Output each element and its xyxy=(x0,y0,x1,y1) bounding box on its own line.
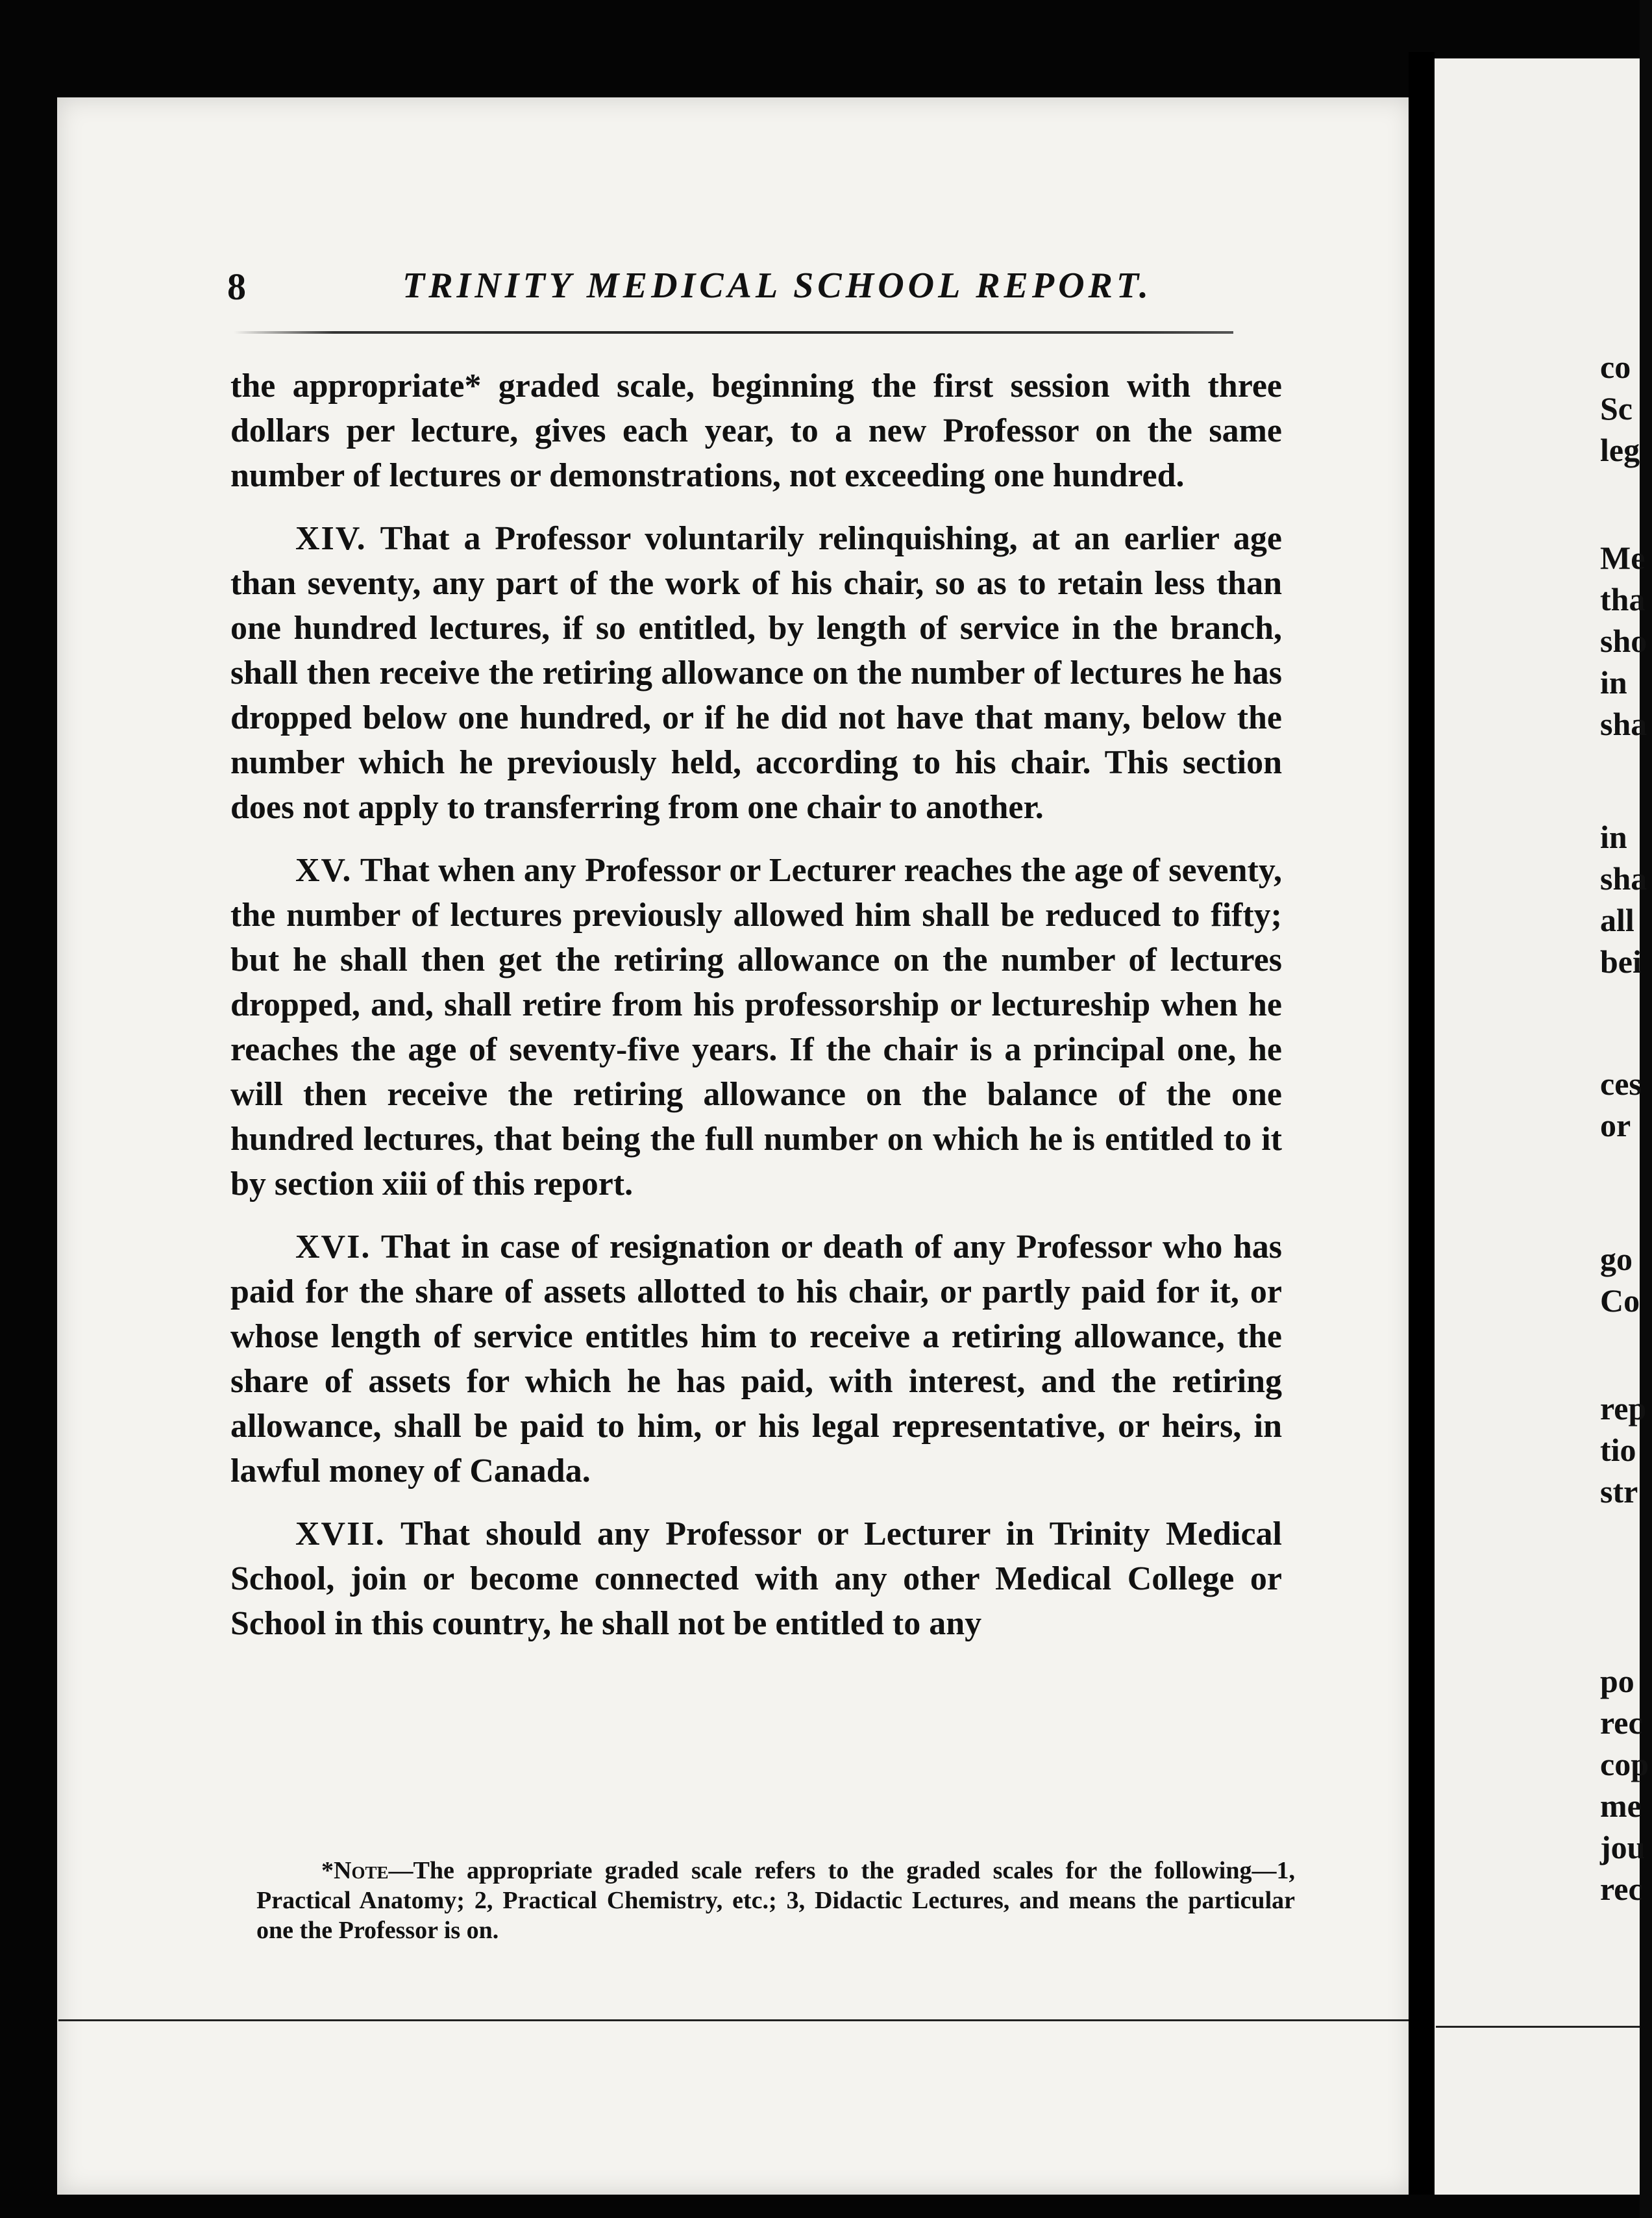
right-fragment: me xyxy=(1600,1788,1642,1824)
right-fragment: rec xyxy=(1600,1704,1643,1741)
right-fragment: rec xyxy=(1600,1871,1643,1907)
section-xvi xyxy=(230,1225,1282,1493)
right-fragment: bei xyxy=(1600,943,1642,980)
section-numeral: XVII. xyxy=(295,1515,386,1552)
paragraph-text: That a Professor voluntarily relinquishing, at an earlier age than seventy, any part of the work of his chair, so as to retain less than one hundred lectures, if so entitled, by length of service in the branch, shall then receive the retiring allowance on the number of lectures he has dropped below one hundred, or if he did not have that many, below the number which he previously held, according to his chair. This section does not apply to transferring from one chair to another. xyxy=(230,520,1282,826)
right-fragment: Me xyxy=(1600,540,1646,576)
footnote-label: *Note xyxy=(321,1857,389,1884)
right-fragment: tio xyxy=(1600,1432,1636,1468)
footnote-text: —The appropriate graded scale refers to the graded scales for the following—1, Practical Anatomy; 2, Practical Chemistry, etc.; 3, Didactic Lectures, and means the particular one the Professor is on. xyxy=(256,1857,1295,1944)
bottom-rule-right xyxy=(1436,2026,1640,2028)
body-text xyxy=(230,364,1282,1664)
section-xvii xyxy=(230,1512,1282,1646)
right-fragment: go xyxy=(1600,1241,1633,1277)
right-fragment: leg xyxy=(1600,432,1640,468)
section-numeral: XIV. xyxy=(295,520,367,557)
section-xiv xyxy=(230,516,1282,830)
right-fragment: rep xyxy=(1600,1390,1647,1427)
right-fragment: Sc xyxy=(1600,390,1633,427)
paragraph-continued xyxy=(230,364,1282,498)
right-fragment: str xyxy=(1600,1473,1638,1510)
page-header xyxy=(227,265,1266,323)
paragraph-text: That when any Professor or Lecturer reaches the age of seventy, the number of lectures previously allowed him shall be reduced to fifty; but he shall then get the retiring allowance on the number of lectures dropped, and, shall retire from his professorship or lectureship when he reaches the age of seventy-five years. If the chair is a principal one, he will then receive the retiring allowance on the balance of the one hundred lectures, that being the full number on which he is entitled to it by section xiii of this report. xyxy=(230,852,1283,1202)
right-fragment: ces xyxy=(1600,1065,1642,1102)
bottom-rule xyxy=(58,2019,1409,2021)
right-fragment: jou xyxy=(1600,1829,1646,1865)
right-fragment: Co xyxy=(1600,1282,1640,1319)
right-fragment: co xyxy=(1600,349,1631,385)
right-fragment: sho xyxy=(1600,623,1647,659)
right-fragment: or xyxy=(1600,1107,1631,1143)
running-head: TRINITY MEDICAL SCHOOL REPORT. xyxy=(402,266,1152,306)
paragraph-text: That in case of resignation or death of any Professor who has paid for the share of assets allotted to his chair, or partly paid for it, or whose length of service entitles him to receive a retiring allowance, the share of assets for which he has paid, with interest, and the retiring allowance, shall be paid to him, or his legal representative, or heirs, in lawful money of Canada. xyxy=(230,1228,1282,1489)
paragraph-text: the appropriate* graded scale, beginning the first session with three dollars per lecture, gives each year, to a new Professor on the same number of lectures or demonstrations, not exceeding one hundred. xyxy=(230,368,1282,494)
header-rule xyxy=(234,331,1233,334)
right-fragment: in xyxy=(1600,819,1627,855)
section-numeral: XVI. xyxy=(295,1228,371,1265)
right-fragment: cop xyxy=(1600,1746,1649,1782)
section-numeral: XV. xyxy=(295,852,352,889)
right-fragment: tha xyxy=(1600,581,1646,617)
right-fragment: sha xyxy=(1600,706,1647,742)
page-gutter xyxy=(1409,52,1435,2195)
footnote xyxy=(256,1856,1295,1945)
section-xv xyxy=(230,848,1282,1206)
right-fragment: all xyxy=(1600,902,1634,938)
paragraph-text: That should any Professor or Lecturer in Trinity Medical School, join or become connected with any other Medical College or School in this country, he shall not be entitled to any xyxy=(230,1515,1283,1642)
page-number: 8 xyxy=(227,266,246,308)
right-fragment: po xyxy=(1600,1663,1634,1699)
right-fragment: sha xyxy=(1600,860,1647,897)
right-fragment: in xyxy=(1600,664,1627,701)
